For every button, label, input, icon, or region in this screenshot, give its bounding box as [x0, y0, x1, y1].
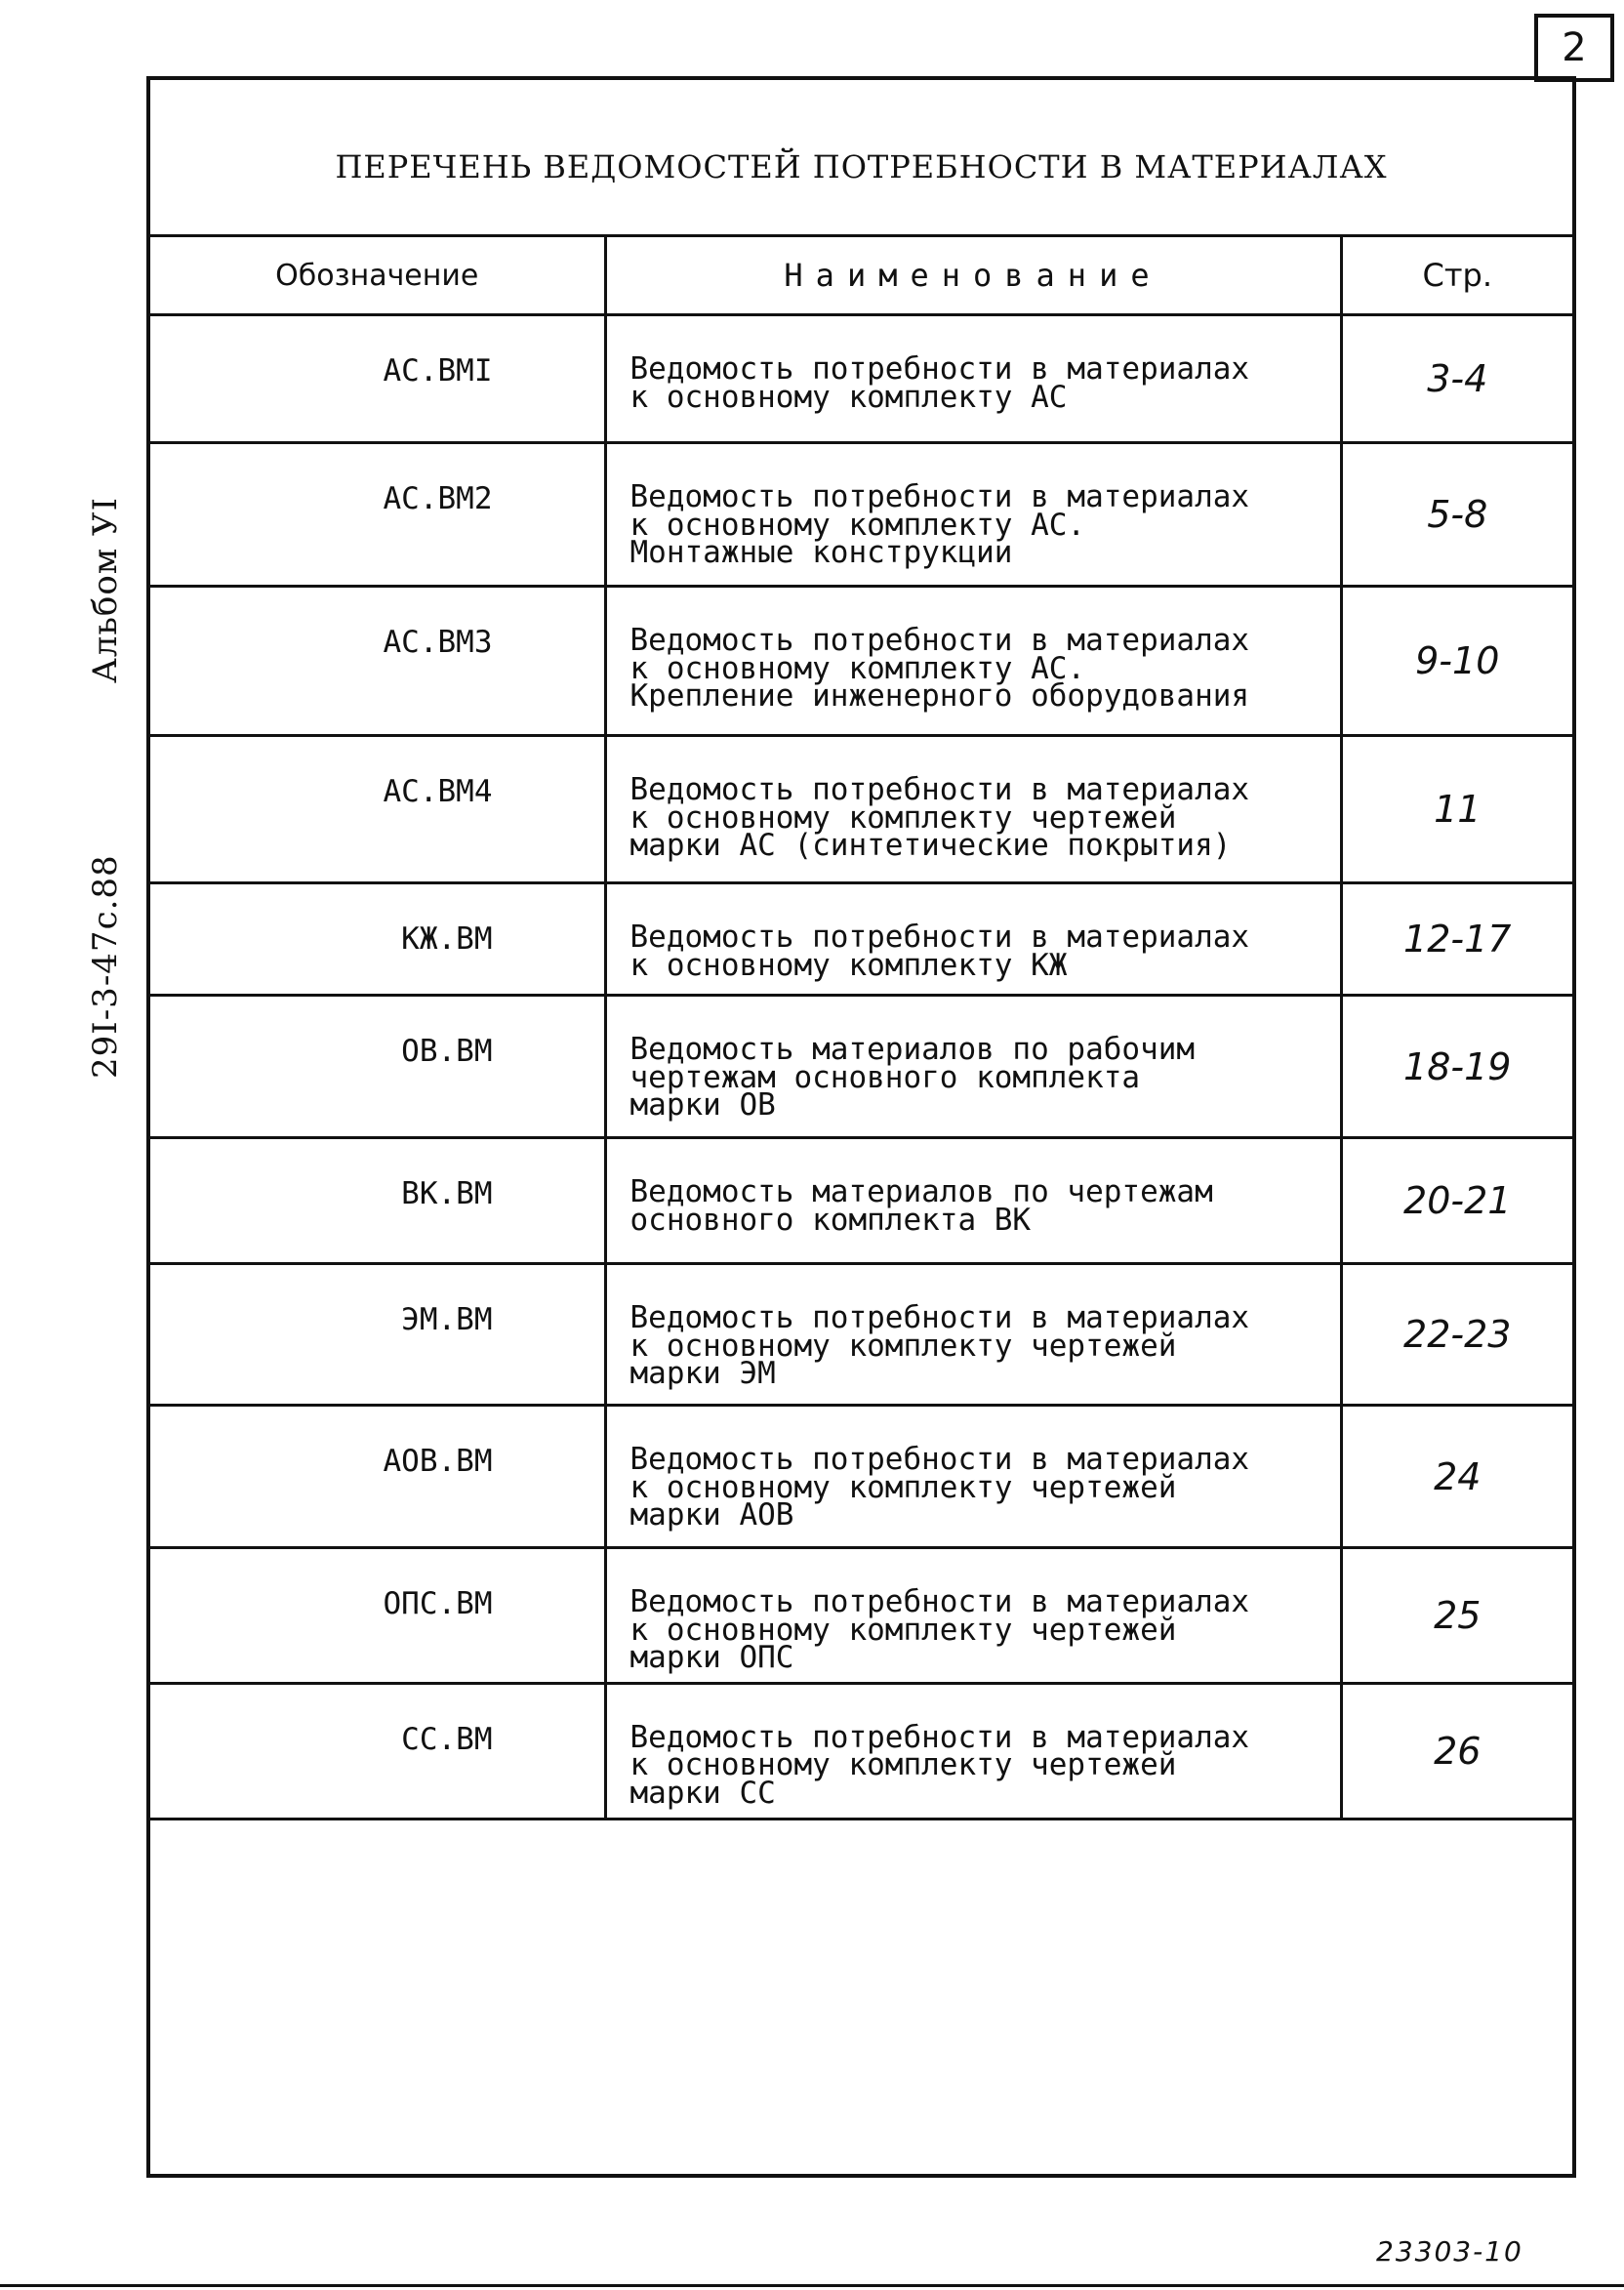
header-name: Наименование — [605, 237, 1341, 315]
table-header-row — [150, 237, 1572, 315]
row-pages: 12-17 — [1341, 883, 1572, 996]
row-name-line: к основному комплекту чертежей — [629, 1612, 1177, 1648]
row-name-line: Ведомость потребности в материалах — [629, 351, 1250, 387]
table-row — [150, 315, 1572, 443]
row-name — [605, 1548, 1341, 1684]
table-row — [150, 1548, 1572, 1684]
row-name-line: марки ЭМ — [629, 1356, 776, 1392]
row-name-line: к основному комплекту чертежей — [629, 1328, 1177, 1364]
row-name-line: марки АС (синтетические покрытия) — [629, 828, 1232, 864]
row-pages: 26 — [1341, 1683, 1572, 1819]
row-name-line: Монтажные конструкции — [629, 535, 1013, 571]
table-row — [150, 996, 1572, 1138]
row-designation: АОВ.ВМ — [150, 1406, 605, 1548]
page-number: 2 — [1534, 14, 1614, 82]
row-name-line: марки СС — [629, 1775, 776, 1811]
row-name-line: марки ОПС — [629, 1640, 794, 1676]
row-name — [605, 1264, 1341, 1406]
table-row — [150, 1683, 1572, 1819]
header-designation: Обозначение — [150, 237, 605, 315]
row-name-line: Ведомость потребности в материалах — [629, 623, 1250, 658]
table-row — [150, 1406, 1572, 1548]
row-designation: ОПС.ВМ — [150, 1548, 605, 1684]
row-name-line: к основному комплекту чертежей — [629, 1747, 1177, 1783]
row-pages: 9-10 — [1341, 587, 1572, 736]
row-name-line: основного комплекта ВК — [629, 1202, 1032, 1238]
row-name-line: к основному комплекту КЖ — [629, 947, 1068, 983]
row-name-line: Ведомость потребности в материалах — [629, 1442, 1250, 1477]
row-name-line: Ведомость потребности в материалах — [629, 1719, 1250, 1755]
row-pages: 24 — [1341, 1406, 1572, 1548]
row-name — [605, 996, 1341, 1138]
row-pages: 22-23 — [1341, 1264, 1572, 1406]
row-name-line: Ведомость потребности в материалах — [629, 1584, 1250, 1619]
row-designation: КЖ.ВМ — [150, 883, 605, 996]
row-name-line: чертежам основного комплекта — [629, 1059, 1141, 1095]
row-name-line: к основному комплекту чертежей — [629, 799, 1177, 836]
row-designation: СС.ВМ — [150, 1683, 605, 1819]
row-name-line: Крепление инженерного оборудования — [629, 678, 1250, 715]
row-name — [605, 587, 1341, 736]
header-pages: Стр. — [1341, 237, 1572, 315]
row-designation: АС.ВМ2 — [150, 443, 605, 587]
inventory-stamp: 23303-10 — [1376, 2235, 1523, 2268]
table-row — [150, 1138, 1572, 1264]
row-name-line: Ведомость материалов по чертежам — [629, 1174, 1213, 1209]
page-title: ПЕРЕЧЕНЬ ВЕДОМОСТЕЙ ПОТРЕБНОСТИ В МАТЕРИАЛАХ — [335, 148, 1388, 185]
row-name-line: к основному комплекту АС. — [629, 507, 1086, 543]
row-name — [605, 736, 1341, 883]
row-name-line: марки АОВ — [629, 1497, 794, 1533]
row-designation: ВК.ВМ — [150, 1138, 605, 1264]
row-name — [605, 443, 1341, 587]
row-designation: ОВ.ВМ — [150, 996, 605, 1138]
row-name-line: Ведомость потребности в материалах — [629, 1300, 1250, 1335]
row-designation: АС.ВМ4 — [150, 736, 605, 883]
row-name-line: к основному комплекту АС — [629, 379, 1068, 415]
row-name — [605, 1138, 1341, 1264]
row-name-line: марки ОВ — [629, 1087, 776, 1124]
row-name-line: к основному комплекту АС. — [629, 650, 1086, 686]
row-name-line: Ведомость потребности в материалах — [629, 920, 1250, 955]
table-row — [150, 587, 1572, 736]
row-designation: АС.ВМ3 — [150, 587, 605, 736]
row-pages: 3-4 — [1341, 315, 1572, 443]
row-name-line: к основному комплекту чертежей — [629, 1469, 1177, 1505]
table-row — [150, 736, 1572, 883]
row-designation: АС.ВМI — [150, 315, 605, 443]
document-frame — [146, 76, 1576, 2178]
row-name-line: Ведомость материалов по рабочим — [629, 1032, 1196, 1067]
bottom-divider — [0, 2284, 1624, 2287]
row-name — [605, 315, 1341, 443]
table-row — [150, 443, 1572, 587]
row-pages: 18-19 — [1341, 996, 1572, 1138]
document-code-label: 29I-3-47с.88 — [86, 854, 125, 1079]
row-pages: 20-21 — [1341, 1138, 1572, 1264]
row-pages: 5-8 — [1341, 443, 1572, 587]
materials-list-table — [150, 237, 1572, 1820]
row-pages: 25 — [1341, 1548, 1572, 1684]
row-designation: ЭМ.ВМ — [150, 1264, 605, 1406]
row-name-line: Ведомость потребности в материалах — [629, 772, 1250, 807]
table-row — [150, 883, 1572, 996]
row-pages: 11 — [1341, 736, 1572, 883]
row-name — [605, 1683, 1341, 1819]
row-name — [605, 883, 1341, 996]
row-name — [605, 1406, 1341, 1548]
table-row — [150, 1264, 1572, 1406]
album-label: Альбом УI — [86, 496, 125, 683]
row-name-line: Ведомость потребности в материалах — [629, 479, 1250, 514]
